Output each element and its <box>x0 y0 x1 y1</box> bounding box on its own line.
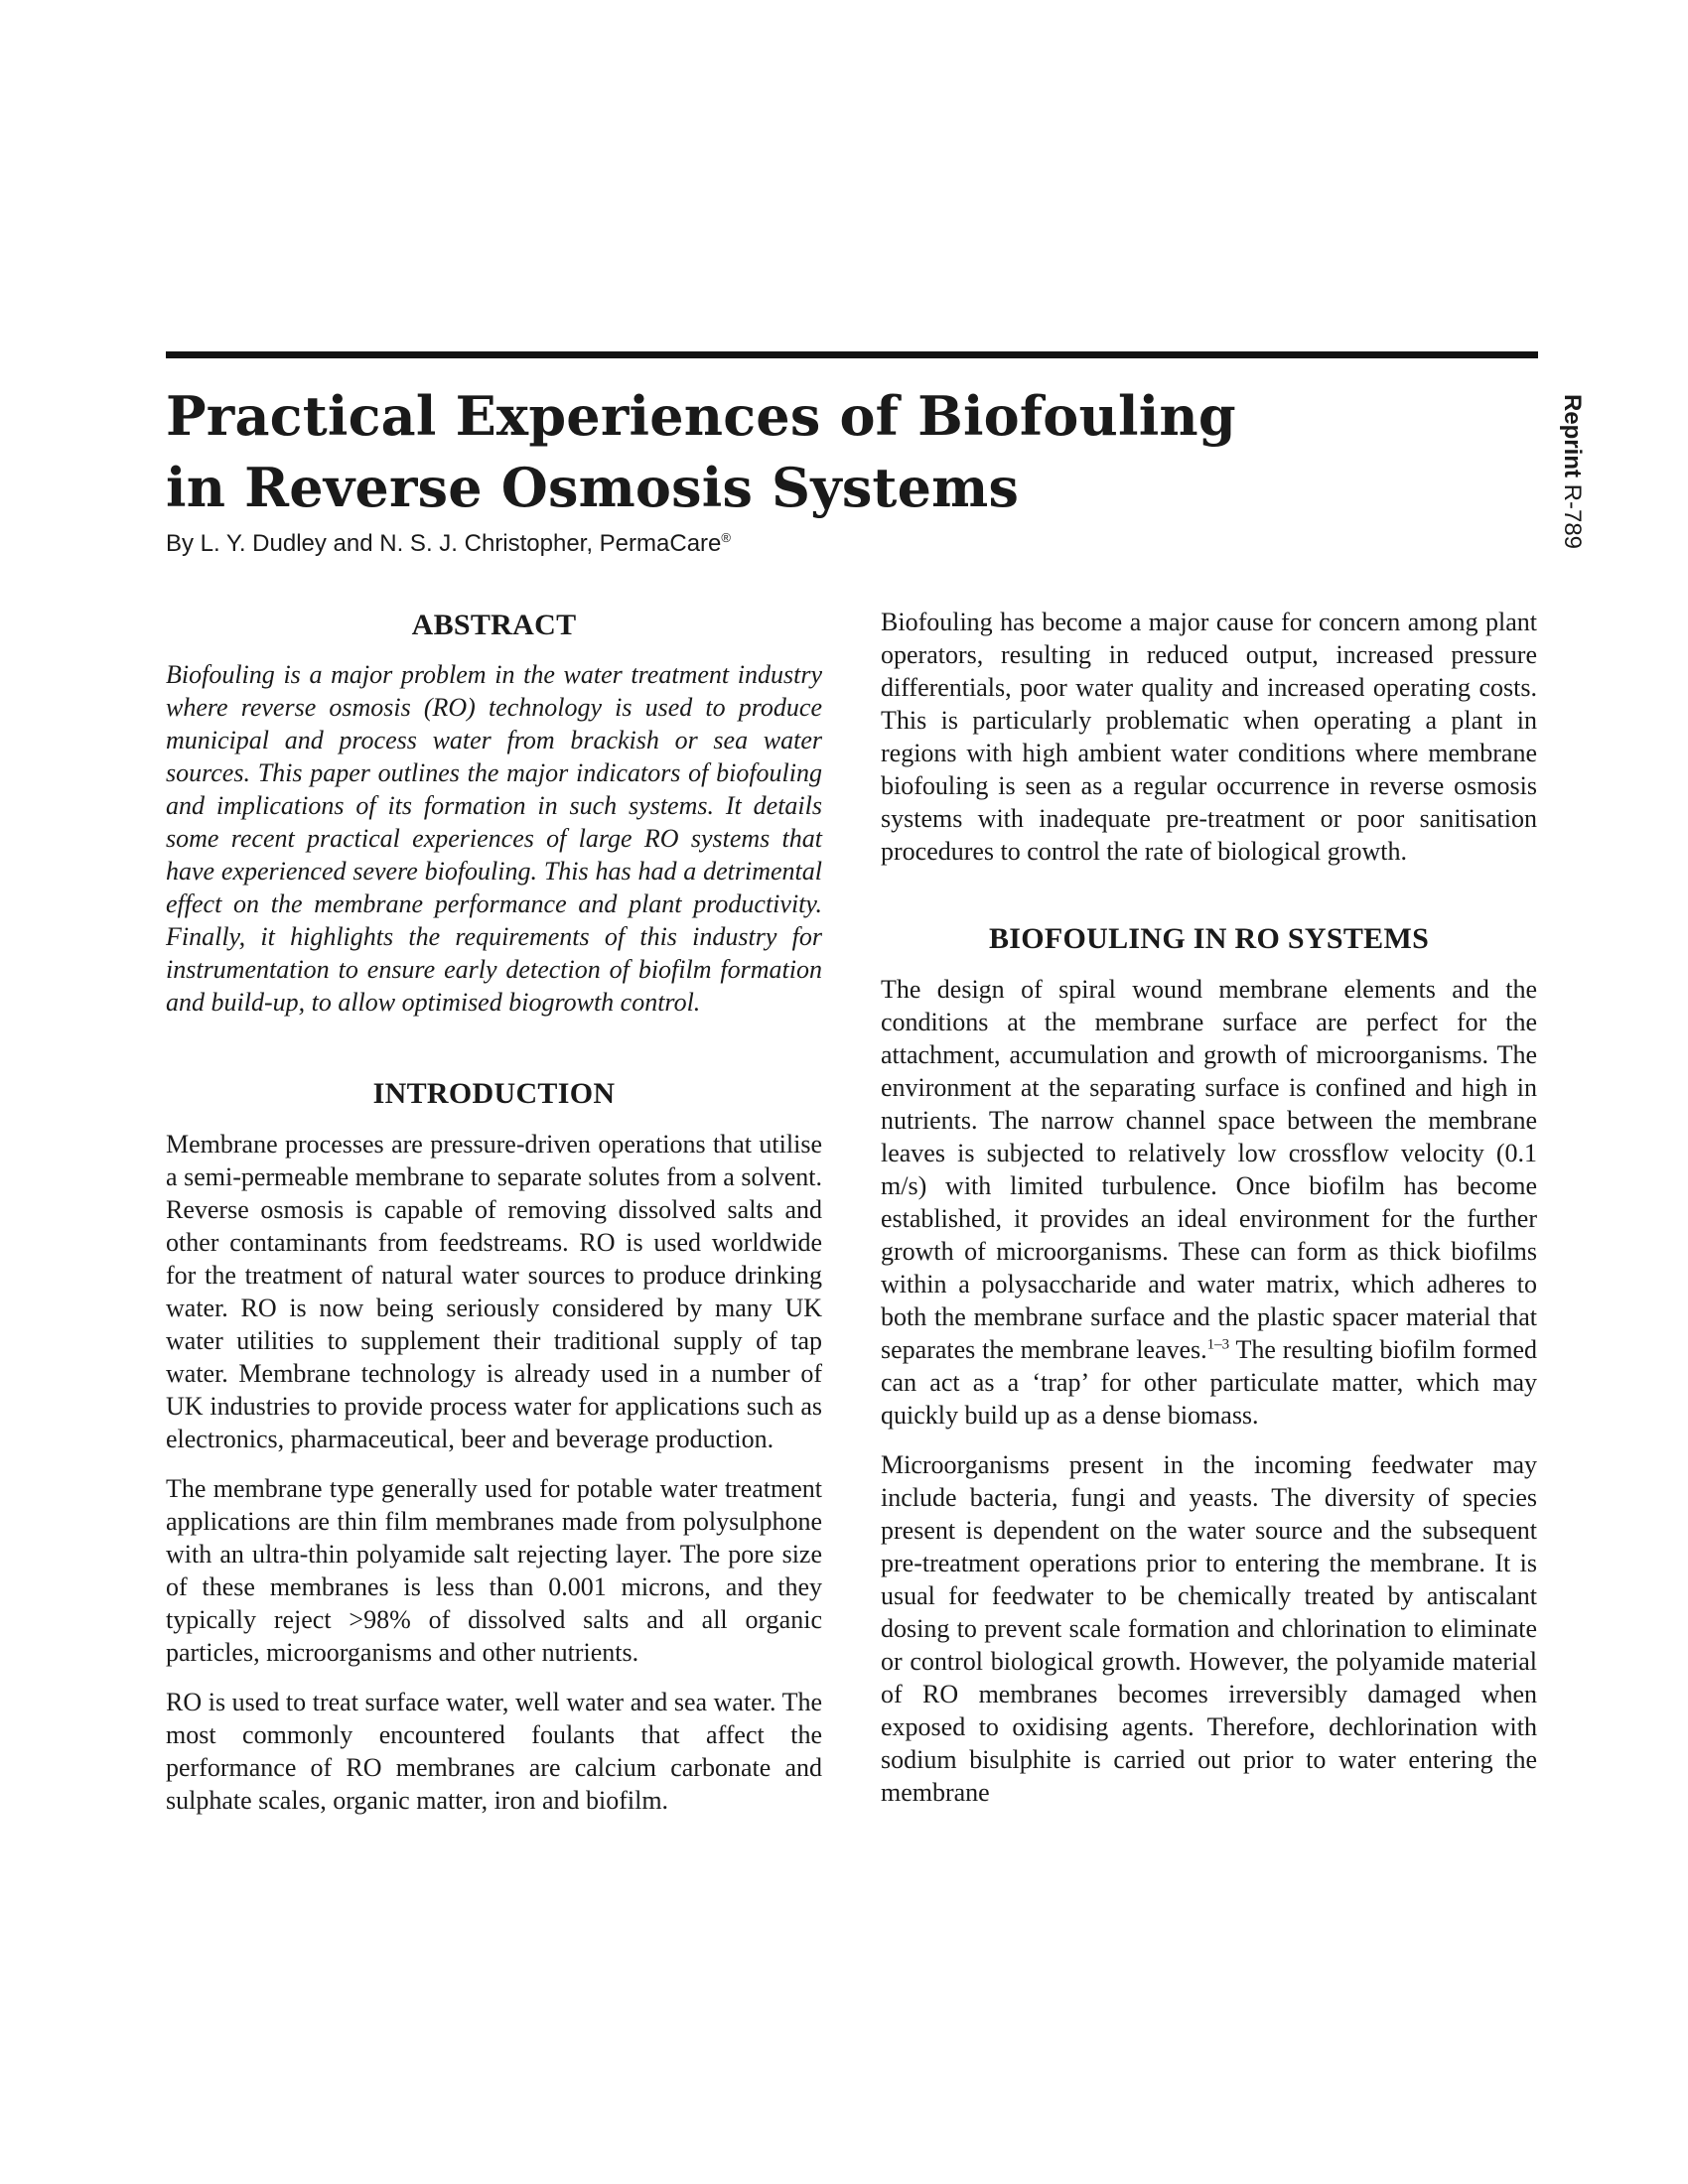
abstract-heading: ABSTRACT <box>411 609 577 641</box>
reprint-label: Reprint <box>1559 393 1586 478</box>
biofouling-p1-text-a: The design of spiral wound membrane elements and the conditions at the membrane surface are perfect for the attachment, accumulation and growth of microorganisms. The environment at the separating surface is confined and high in nutrients. The narrow channel space between the membrane leaves is subjected to relatively low crossflow velocity (0.1 m/s) with limited turbulence. Once biofilm has become established, it provides an ideal environment for the further growth of microorganisms. These can form as thick biofilms within a polysaccharide and water matrix, which adheres to both the membrane surface and the plastic spacer material that separates the membrane leaves. <box>881 975 1537 1364</box>
title-line-1: Practical Experiences of Biofouling <box>166 384 1236 448</box>
biofouling-paragraph-2: Microorganisms present in the incoming feedwater may include bacteria, fungi and yeasts. The diversity of species present is dependent on the water source and the subsequent pre-treatment operations prior to entering the membrane. It is usual for feedwater to be chemically treated by antiscalant dosing to prevent scale formation and chlorination to eliminate or control biological growth. However, the polyamide material of RO membranes becomes irreversibly damaged when exposed to oxidising agents. Therefore, dechlorination with sodium bisulphite is carried out prior to water entering the membrane <box>881 1450 1537 1807</box>
biofouling-heading: BIOFOULING IN RO SYSTEMS <box>988 922 1430 955</box>
byline <box>166 522 731 560</box>
title-line-2: in Reverse Osmosis Systems <box>166 456 1020 519</box>
top-rule <box>166 351 1538 358</box>
biofouling-p1-text-b: The resulting biofilm formed can act as a ‘trap’ for other particulate matter, which may quickly build up as a dense biomass. <box>881 1335 1537 1430</box>
reprint-number: R-789 <box>1559 483 1586 550</box>
biofouling-paragraph-1 <box>881 973 1537 1432</box>
intro-paragraph-3: RO is used to treat surface water, well water and sea water. The most commonly encountered foulants that affect the performance of RO membranes are calcium carbonate and sulphate scales, organic matter, iron and biofilm. <box>166 1688 822 1815</box>
reprint-text <box>1559 384 1585 559</box>
citation-ref: 1–3 <box>1206 1336 1230 1353</box>
intro-paragraph-1: Membrane processes are pressure-driven operations that utilise a semi-permeable membrane to separate solutes from a solvent. Reverse osmosis is capable of removing dissolved salts and other contaminants from feedstreams. RO is used worldwide for the treatment of natural water sources to produce drinking water. RO is now being seriously considered by many UK water utilities to supplement their traditional supply of tap water. Membrane technology is already used in a number of UK industries to provide process water for applications such as electronics, pharmaceutical, beer and beverage production. <box>166 1130 822 1453</box>
right-paragraph-1: Biofouling has become a major cause for concern among plant operators, resulting in reduced output, increased pressure differentials, poor water quality and increased operating costs. This is particularly problematic when operating a plant in regions with high ambient water conditions where membrane biofouling is seen as a regular occurrence in reverse osmosis systems with inadequate pre-treatment or poor sanitisation procedures to control the rate of biological growth. <box>881 608 1537 866</box>
reprint-tag <box>1559 387 1585 556</box>
paper-title <box>166 380 1357 523</box>
abstract-text: Biofouling is a major problem in the water treatment industry where reverse osmosis (RO) technology is used to produce municipal and process water from brackish or sea water sources. This paper outlines the major indicators of biofouling and implications of its formation in such systems. It details some recent practical experiences of large RO systems that have experienced severe biofouling. This has had a detrimental effect on the membrane performance and plant productivity. Finally, it highlights the requirements of this industry for instrumentation to ensure early detection of biofilm formation and build-up, to allow optimised biogrowth control. <box>166 660 822 1017</box>
right-column <box>881 606 1537 1826</box>
introduction-heading: INTRODUCTION <box>372 1077 616 1110</box>
byline-text: By L. Y. Dudley and N. S. J. Christopher, PermaCare <box>166 530 722 557</box>
intro-paragraph-2: The membrane type generally used for potable water treatment applications are thin film membranes made from polysulphone with an ultra-thin polyamide salt rejecting layer. The pore size of these membranes is less than 0.001 microns, and they typically reject >98% of dissolved salts and all organic particles, microorganisms and other nutrients. <box>166 1474 822 1667</box>
left-column <box>166 606 822 1834</box>
registered-mark: ® <box>721 530 731 545</box>
